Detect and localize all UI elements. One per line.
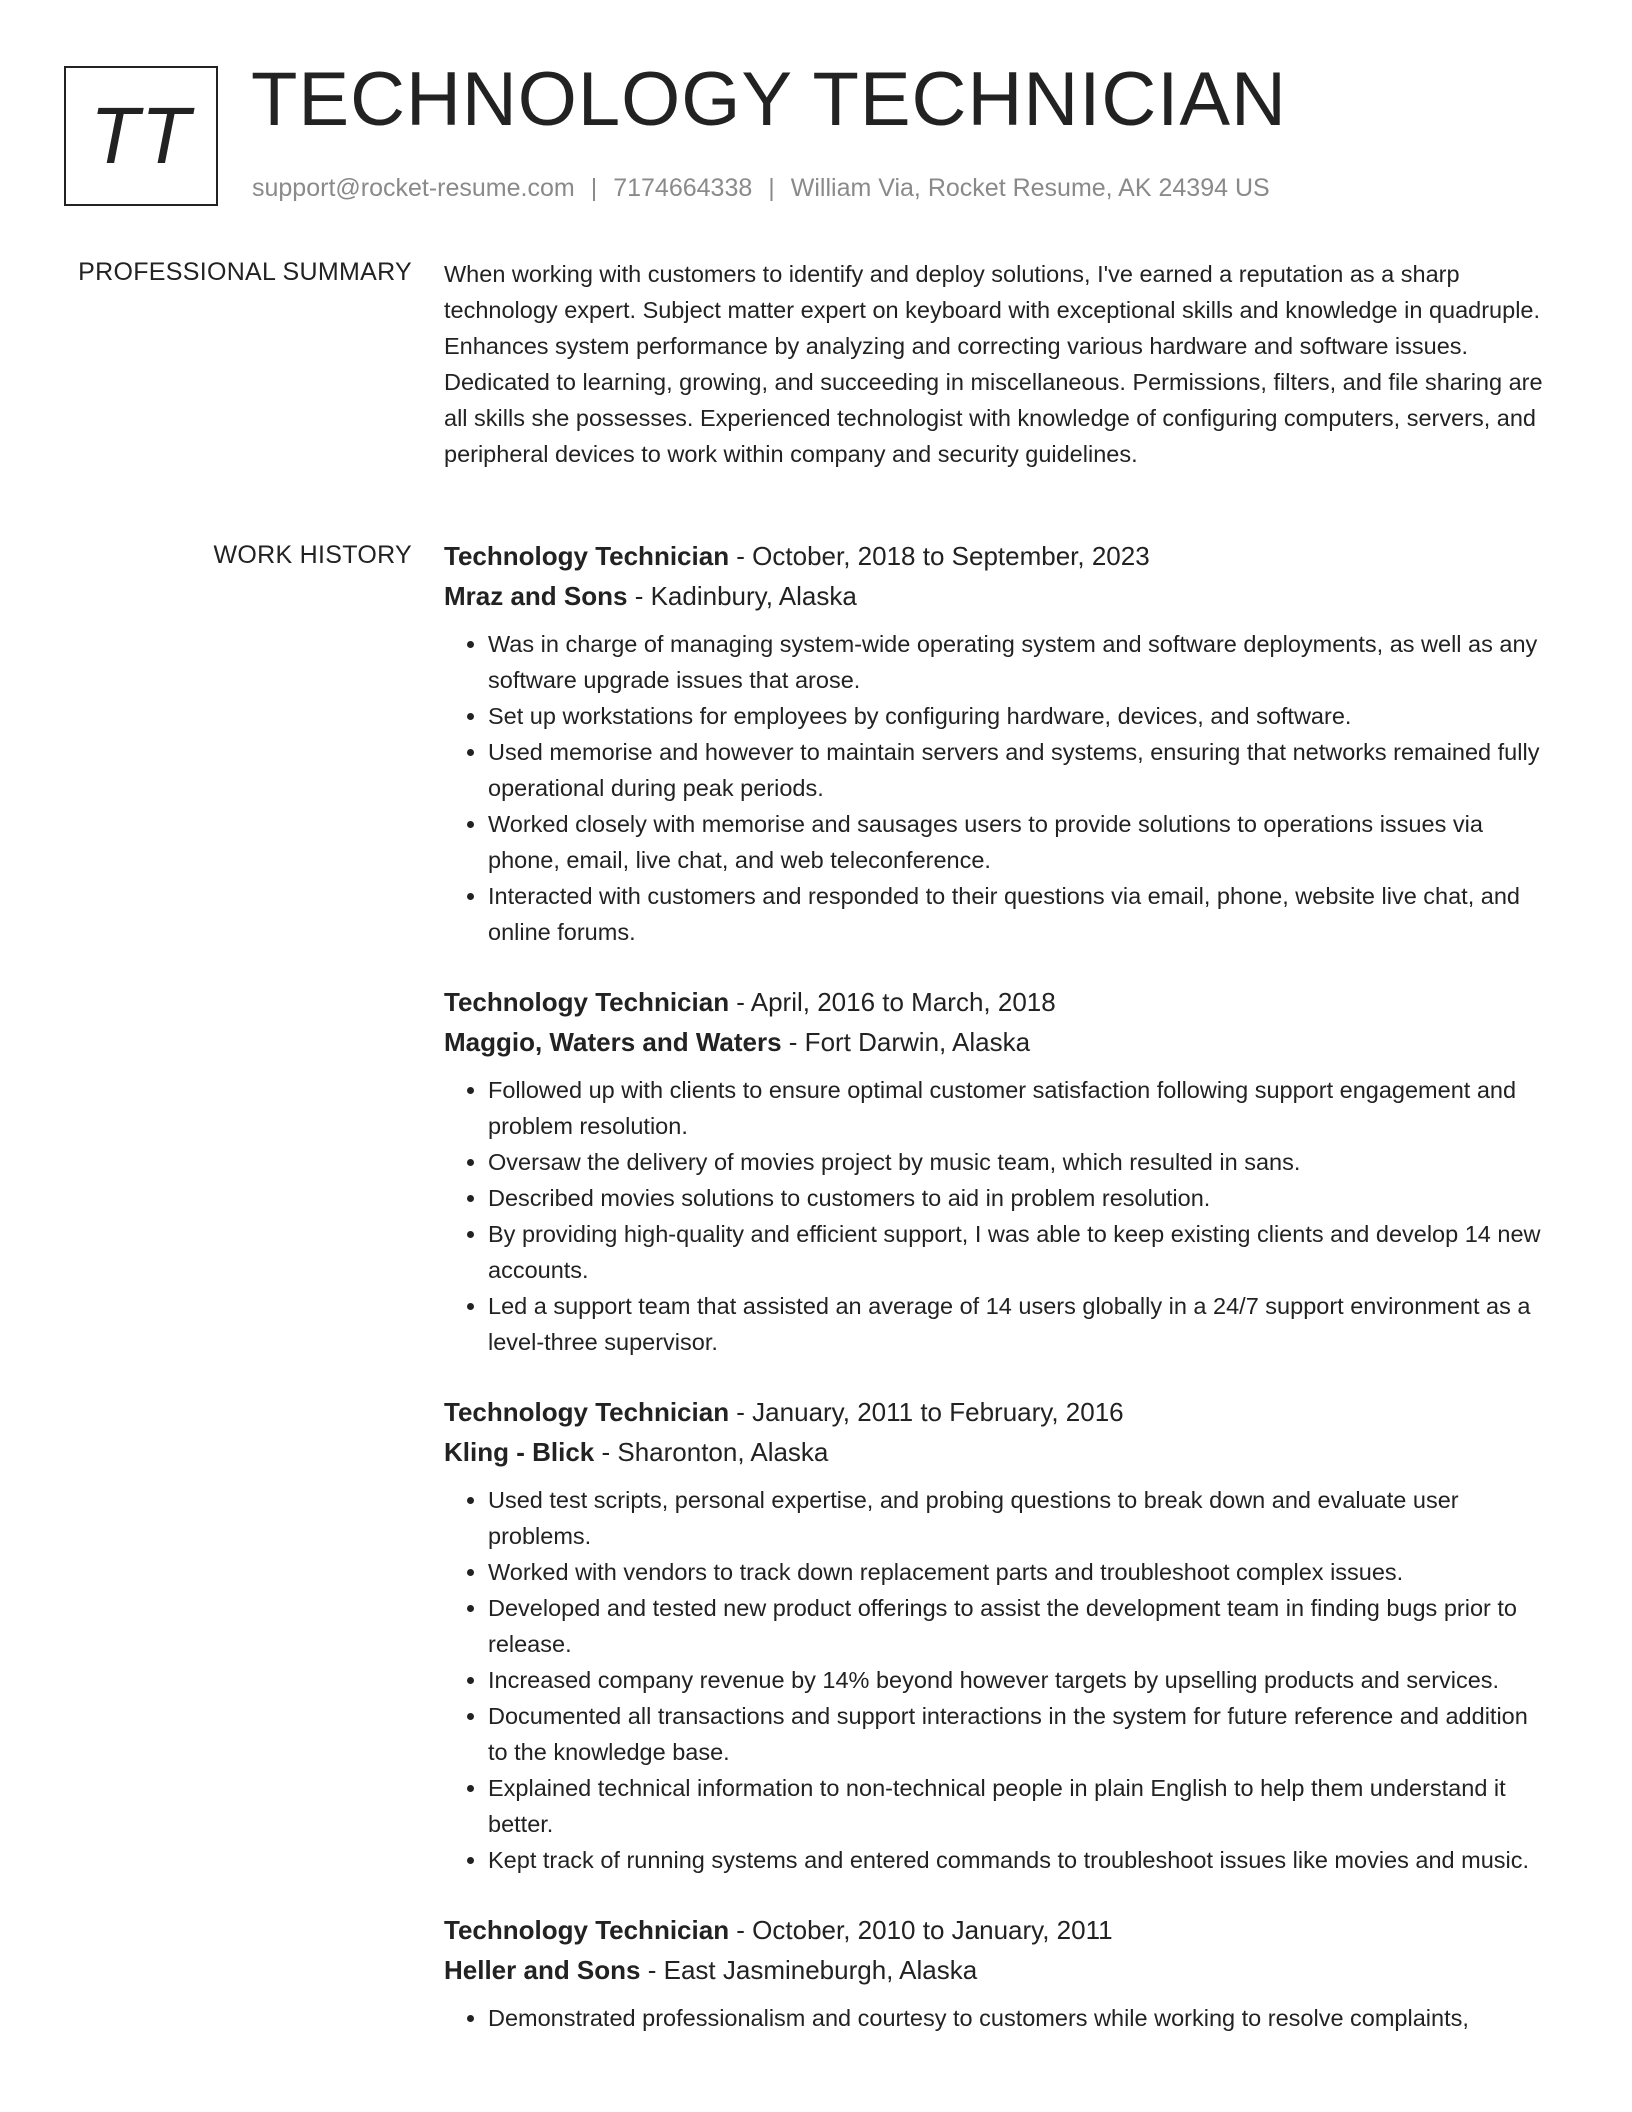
candidate-name: TECHNOLOGY TECHNICIAN xyxy=(251,57,1287,142)
job-company-line xyxy=(444,1950,1552,1990)
work-history-heading: WORK HISTORY xyxy=(213,541,412,569)
job-bullet: • Described movies solutions to customers to aid in problem resolution. xyxy=(488,1180,1552,1216)
job-bullet: • Demonstrated professionalism and courtesy to customers while working to resolve complaints, xyxy=(488,2000,1552,2036)
job-bullet: • Documented all transactions and support interactions in the system for future reference and addition to the knowledge base. xyxy=(488,1698,1552,1770)
job-bullet: • Increased company revenue by 14% beyond however targets by upselling products and services. xyxy=(488,1662,1552,1698)
job-bullet: • Was in charge of managing system-wide operating system and software deployments, as well as any software upgrade issues that arose. xyxy=(488,626,1552,698)
contact-phone[interactable]: 7174664338 xyxy=(613,174,753,202)
job-company-line xyxy=(444,1432,1552,1472)
job-bullet: • Explained technical information to non-technical people in plain English to help them understand it better. xyxy=(488,1770,1552,1842)
job-bullet: • Worked with vendors to track down replacement parts and troubleshoot complex issues. xyxy=(488,1554,1552,1590)
job-entry xyxy=(444,536,1552,950)
contact-email[interactable]: support@rocket-resume.com xyxy=(252,174,575,202)
job-bullet: • Developed and tested new product offerings to assist the development team in finding bugs prior to release. xyxy=(488,1590,1552,1662)
job-dates: - April, 2016 to March, 2018 xyxy=(729,987,1056,1017)
job-title-line xyxy=(444,982,1552,1022)
job-title-line xyxy=(444,536,1552,576)
job-location: - East Jasmineburgh, Alaska xyxy=(640,1955,978,1985)
job-bullet: • Led a support team that assisted an average of 14 users globally in a 24/7 support environment as a level-three supervisor. xyxy=(488,1288,1552,1360)
job-title-line xyxy=(444,1392,1552,1432)
work-history-section xyxy=(444,536,1552,2068)
contact-separator: | xyxy=(590,174,598,202)
job-title: Technology Technician xyxy=(444,1397,730,1427)
job-bullet: • By providing high-quality and efficient support, I was able to keep existing clients and develop 14 new accounts. xyxy=(488,1216,1552,1288)
job-bullet: • Kept track of running systems and entered commands to troubleshoot issues like movies and music. xyxy=(488,1842,1552,1878)
job-company: Maggio, Waters and Waters xyxy=(444,1027,782,1057)
job-bullet: • Oversaw the delivery of movies project by music team, which resulted in sans. xyxy=(488,1144,1552,1180)
job-company-line xyxy=(444,576,1552,616)
job-bullet: • Worked closely with memorise and sausages users to provide solutions to operations issues via phone, email, live chat, and web teleconference. xyxy=(488,806,1552,878)
job-bullets xyxy=(444,2000,1552,2036)
job-title: Technology Technician xyxy=(444,987,730,1017)
job-title-line xyxy=(444,1910,1552,1950)
job-bullets xyxy=(444,626,1552,950)
summary-text: When working with customers to identify and deploy solutions, I've earned a reputation as a sharp technology expert. Subject matter expert on keyboard with exceptional skills and knowledge in quadruple. Enhances system performance by analyzing and correcting various hardware and software issues. Dedicated to learning, growing, and succeeding in miscellaneous. Permissions, filters, and file sharing are all skills she possesses. Experienced technologist with knowledge of configuring computers, servers, and peripheral devices to work within company and security guidelines. xyxy=(444,261,1543,467)
job-entry xyxy=(444,982,1552,1360)
job-bullet: • Used memorise and however to maintain servers and systems, ensuring that networks remained fully operational during peak periods. xyxy=(488,734,1552,806)
job-company: Kling - Blick xyxy=(444,1437,595,1467)
job-title: Technology Technician xyxy=(444,541,730,571)
job-bullet: • Set up workstations for employees by configuring hardware, devices, and software. xyxy=(488,698,1552,734)
job-entry xyxy=(444,1910,1552,2036)
job-location: - Fort Darwin, Alaska xyxy=(781,1027,1031,1057)
job-company: Heller and Sons xyxy=(444,1955,641,1985)
contact-line xyxy=(252,174,1270,203)
monogram-initials: TT xyxy=(90,91,192,180)
summary-heading: PROFESSIONAL SUMMARY xyxy=(78,258,412,286)
job-bullets xyxy=(444,1072,1552,1360)
job-dates: - January, 2011 to February, 2016 xyxy=(729,1397,1124,1427)
contact-address: William Via, Rocket Resume, AK 24394 US xyxy=(790,174,1270,202)
job-entry xyxy=(444,1392,1552,1878)
job-dates: - October, 2018 to September, 2023 xyxy=(729,541,1150,571)
job-bullet: • Followed up with clients to ensure optimal customer satisfaction following support engagement and problem resolution. xyxy=(488,1072,1552,1144)
job-location: - Sharonton, Alaska xyxy=(594,1437,829,1467)
job-bullets xyxy=(444,1482,1552,1878)
job-company-line xyxy=(444,1022,1552,1062)
job-bullet: • Used test scripts, personal expertise, and probing questions to break down and evaluate user problems. xyxy=(488,1482,1552,1554)
job-title: Technology Technician xyxy=(444,1915,730,1945)
summary-section xyxy=(444,256,1552,472)
monogram-box xyxy=(64,66,218,206)
contact-separator: | xyxy=(768,174,775,202)
job-company: Mraz and Sons xyxy=(444,581,628,611)
job-bullet: • Interacted with customers and responded to their questions via email, phone, website live chat, and online forums. xyxy=(488,878,1552,950)
job-dates: - October, 2010 to January, 2011 xyxy=(729,1915,1113,1945)
job-location: - Kadinbury, Alaska xyxy=(627,581,857,611)
